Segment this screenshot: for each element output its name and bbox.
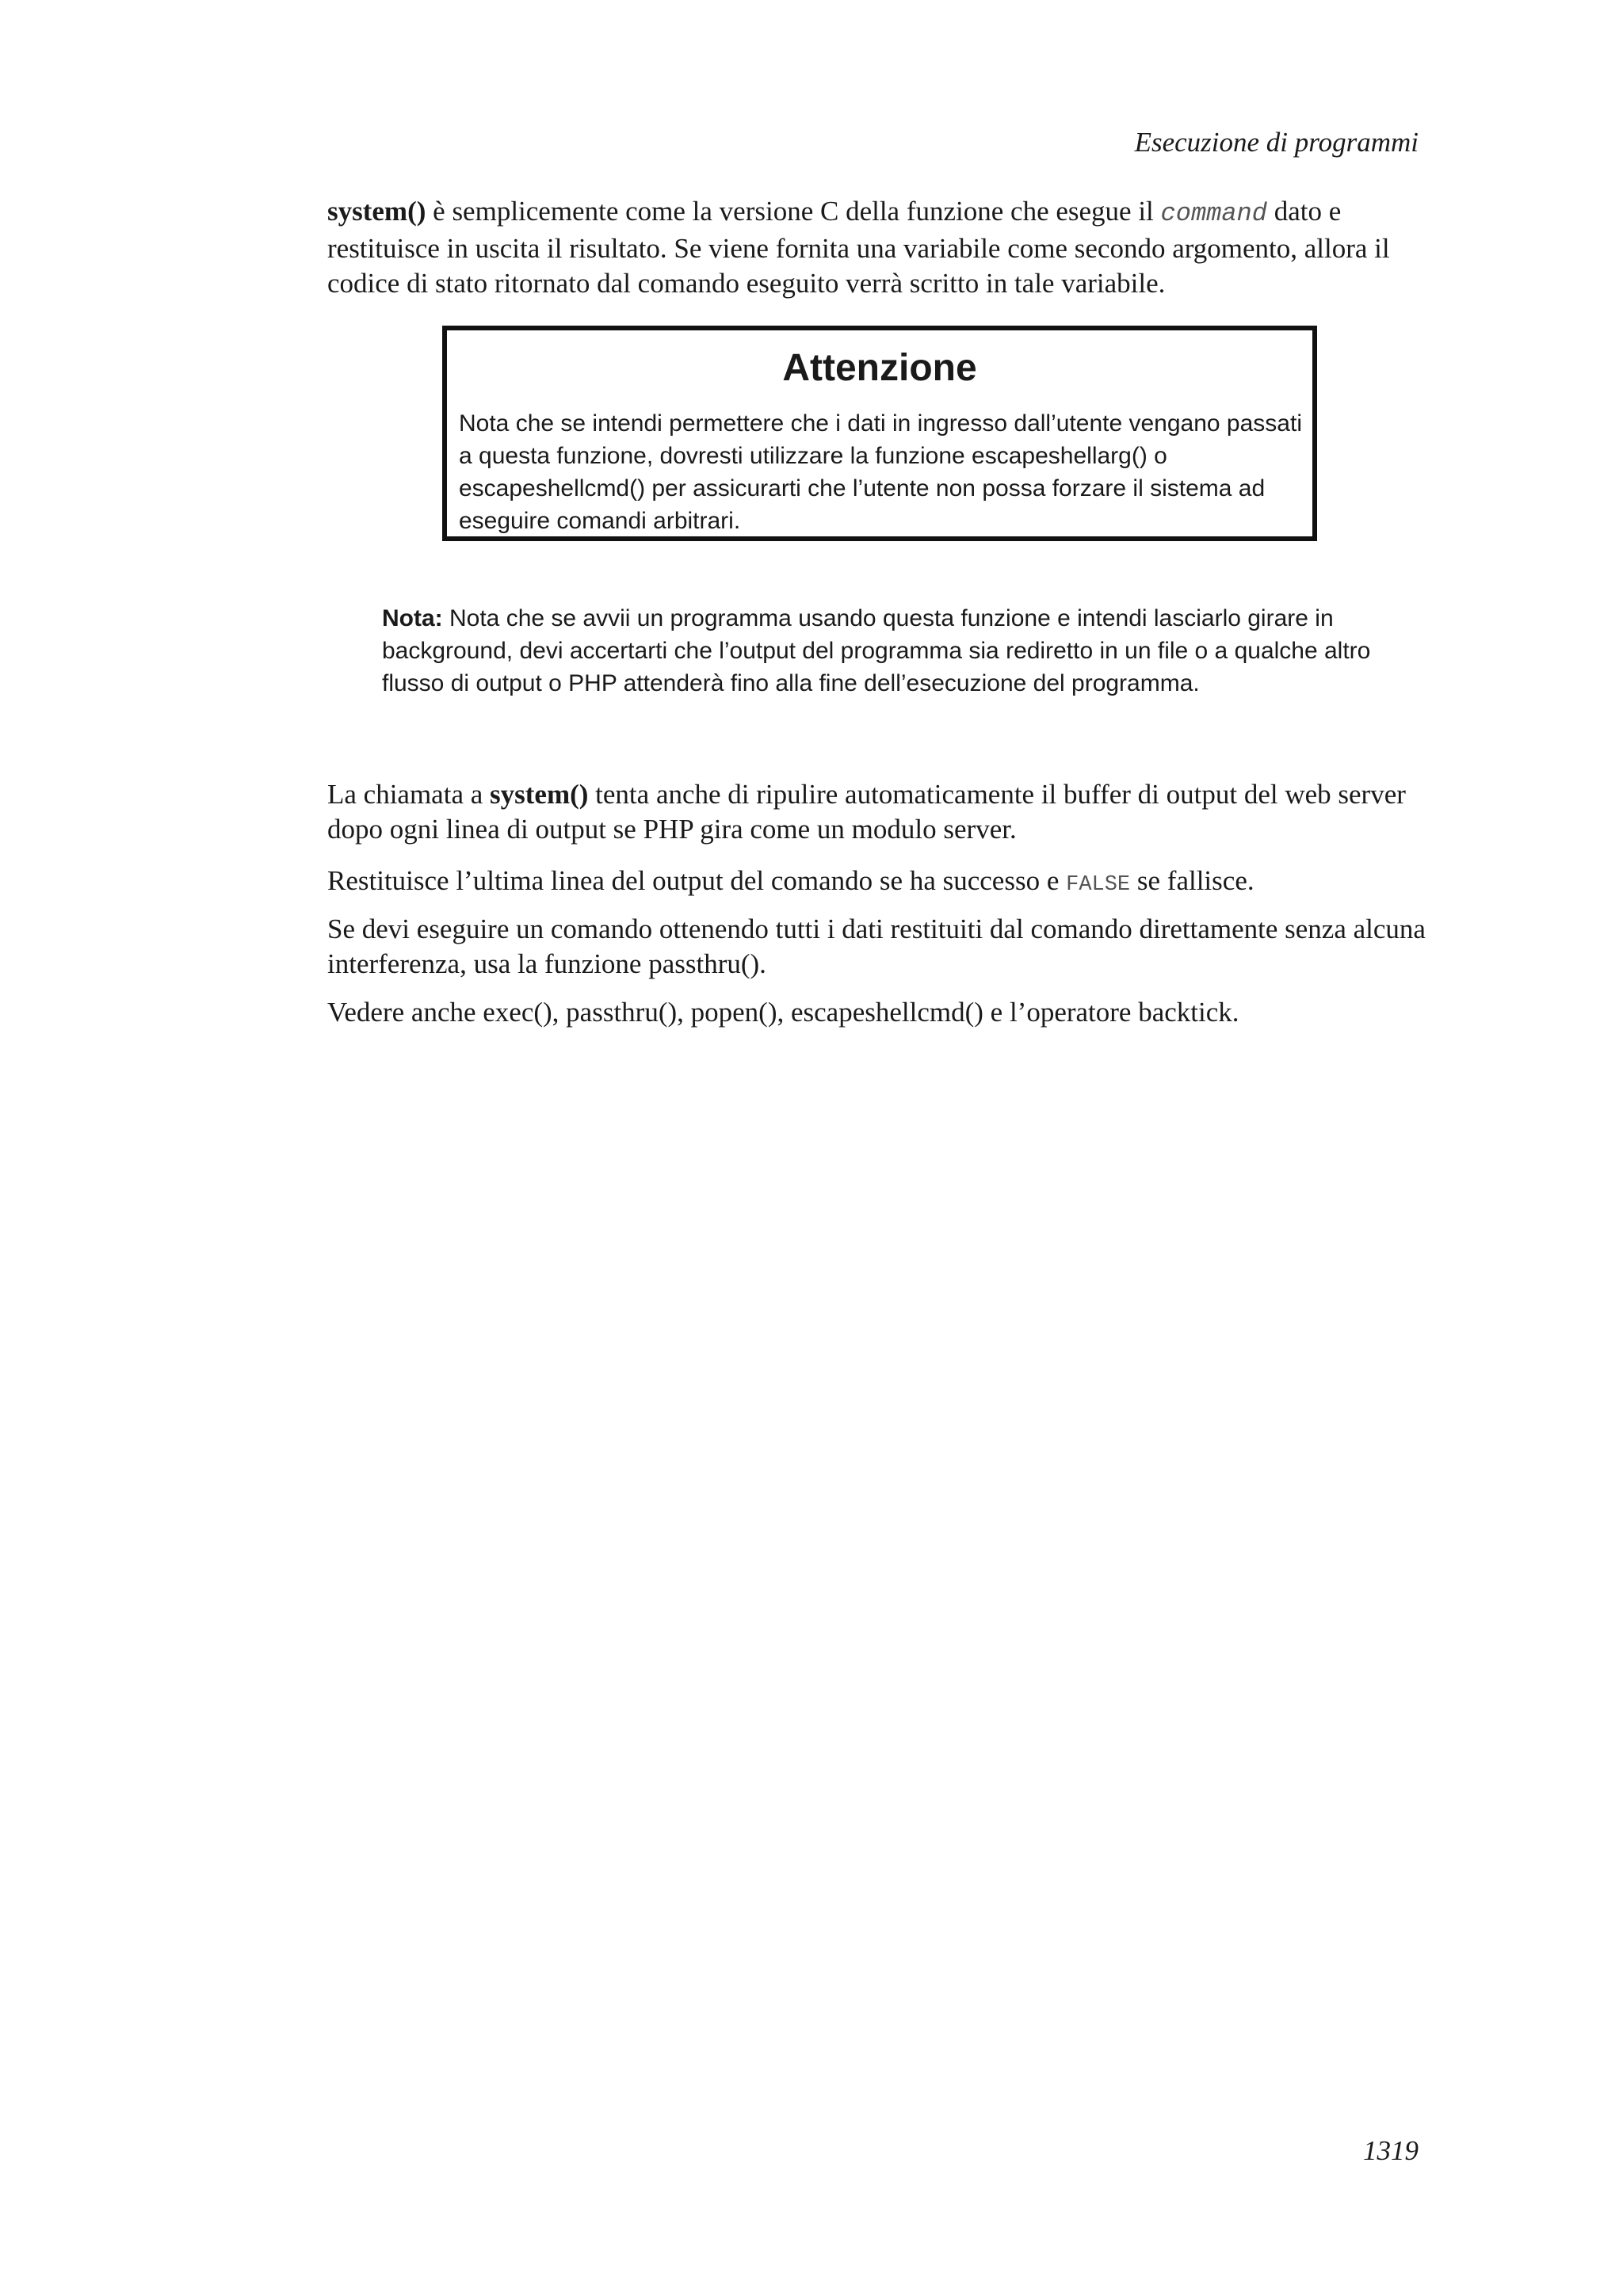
note-label: Nota:: [382, 605, 443, 631]
running-header: Esecuzione di programmi: [1134, 127, 1419, 158]
paragraph-see-also: Vedere anche exec(), passthru(), popen(), escapeshellcmd() e l’operatore backtick.: [327, 997, 1239, 1028]
warning-title: Attenzione: [782, 347, 977, 389]
function-name: system(): [490, 779, 589, 810]
parameter-name: command: [1160, 199, 1267, 228]
paragraph-text: tenta anche di ripulire automaticamente il buffer di output del web server dopo ogni linea di output se PHP gira come un modulo server.: [327, 779, 1406, 845]
paragraph-text: La chiamata a: [327, 779, 491, 810]
paragraph-text: Restituisce l’ultima linea del output del comando se ha successo e: [327, 865, 1067, 896]
page-number: 1319: [1363, 2135, 1419, 2166]
note-block: [382, 602, 1428, 700]
constant-false: FALSE: [1066, 873, 1131, 897]
function-name: system(): [327, 196, 426, 227]
note-text: Nota che se avvii un programma usando questa funzione e intendi lasciarlo girare in background, devi accertarti che l’output del programma sia rediretto in un file o a qualche altro flusso di output o PHP attenderà fino alla fine dell’esecuzione del programma.: [382, 605, 1371, 696]
paragraph-passthru-hint: Se devi eseguire un comando ottenendo tutti i dati restituiti dal comando direttamente senza alcuna interferenza, usa la funzione passthru().: [327, 913, 1426, 979]
warning-box: [442, 326, 1317, 541]
paragraph-text: dato e restituisce in uscita il risultato. Se viene fornita una variabile come secondo argomento, allora il codice di stato ritornato dal comando eseguito verrà scritto in tale variabile.: [327, 196, 1390, 299]
paragraph-system-description: [327, 194, 1429, 301]
paragraph-text: è semplicemente come la versione C della funzione che esegue il: [426, 196, 1161, 227]
paragraph-return-value: [327, 864, 1429, 902]
warning-text: Nota che se intendi permettere che i dati in ingresso dall’utente vengano passati a questa funzione, dovresti utilizzare la funzione escapeshellarg() o escapeshellcmd() per assicurarti che l’utente non possa forzare il sistema ad eseguire comandi arbitrari.: [459, 410, 1302, 534]
paragraph-text: se fallisce.: [1130, 865, 1254, 896]
paragraph-buffer-flush: [327, 777, 1429, 847]
